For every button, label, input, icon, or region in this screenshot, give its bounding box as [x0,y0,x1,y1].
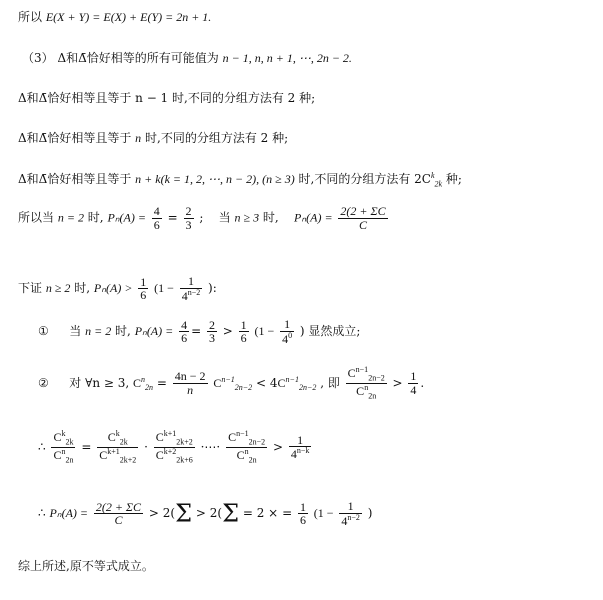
therefore: ∴ [38,439,46,454]
fraction-big: $\frac{2(2 + \Sigma C}{C}$ [340,204,386,232]
equals: = [156,375,167,390]
line-3 [18,92,315,104]
lt: < 4 [256,375,278,390]
fraction: $\frac{1}{4^{n-2}}$ [341,499,360,528]
line-5 [18,172,462,188]
fraction: $\frac{C^{n-1}_{2n-2}}{C^n_{2n}}$ [228,429,266,465]
line-10 [38,430,313,465]
text: 所以当 [18,210,55,225]
fraction: $\frac{1}{4}$ [410,369,417,397]
paren: (1 − [154,281,174,296]
equals: = [282,506,293,521]
circled-number: ① [38,324,49,339]
binom: C [213,375,222,390]
formula: Pₙ(A) > [93,281,133,296]
item-label: （3） [22,51,54,65]
line-12 [18,560,154,572]
formula: n + k(k = 1, 2, ⋯, n − 2), (n ≥ 3) [135,172,295,186]
fraction: $\frac{1}{6}$ [240,317,247,346]
text: Δ和Δ̄恰好相等且等于 [18,172,132,186]
sup: k [430,171,435,180]
fraction: $\frac{1}{6}$ [140,274,147,303]
formula: n ≥ 3 [234,210,260,225]
gt: > 2( [148,506,176,521]
text: 时, [262,210,279,225]
line-6 [18,205,390,231]
paren: (1 − [313,506,334,521]
formula: n [135,131,142,145]
fraction: $\frac{1}{6}$ [299,499,306,528]
circled-number: ② [38,375,49,390]
fraction: $\frac{4}{6}$ [153,204,160,232]
text: 当 [69,324,82,339]
therefore: ∴ [38,506,46,521]
line-8: ① 当 n = 2 时, Pₙ(A) = $\frac{4}{6}$ = $\frac{2}{3}$ > $\frac{1}{6}$ (1 − $\frac{1}{4^0}$ ) 显然成立; [38,317,361,346]
fraction: $\frac{2}{3}$ [185,204,192,232]
text: 时, [115,324,131,339]
text: 综上所述,原不等式成立。 [18,559,154,573]
line-4 [18,132,288,144]
text: 当 [218,210,231,225]
formula: n − 1, n, n + 1, ⋯, 2n − 2. [222,51,352,65]
binom: C [277,375,286,390]
fraction: $\frac{2}{3}$ [208,317,215,346]
formula: E(X + Y) = E(X) + E(Y) = 2n + 1. [45,10,212,24]
dots: ·⋯· [200,439,221,454]
text: 时, [87,210,104,225]
line-1 [18,11,211,23]
gt: > 2( [195,506,223,521]
line-2 [22,52,352,64]
gt: > [272,439,284,454]
sum-symbol: Σ [175,499,193,528]
formula: n = 2 [57,210,84,225]
formula: Pₙ(A) = [49,506,88,521]
fraction: $\frac{4}{6}$ [181,317,188,346]
text: 时,不同的分组方法有 2C [298,172,431,186]
fraction: $\frac{1}{4^0}$ [282,317,293,346]
gt: > [222,324,233,339]
formula: n ≥ 2 [45,281,71,296]
gt: > [392,375,403,390]
fraction: $\frac{1}{4^{n-k}}$ [290,432,310,462]
text: Δ和Δ̄恰好相等且等于 [18,131,132,145]
fraction: $\frac{4n - 2}{n}$ [174,369,206,397]
fraction: $\frac{C^{n-1}_{2n-2}}{C^n_{2n}}$ [347,365,385,401]
paren-close: ): [208,281,217,296]
text: , 即 [320,375,340,390]
formula: Pₙ(A) = [134,324,174,339]
text: ) 显然成立; [299,324,361,339]
equals: = [167,210,178,225]
paren: (1 − [254,324,275,339]
binom: C [133,375,142,390]
fraction: $\frac{C^{k+1}_{2k+2}}{C^{k+2}_{2k+6}}$ [155,429,193,465]
fraction-big: $\frac{2(2 + \Sigma C}{C}$ [95,499,142,528]
dot: · [144,439,148,454]
equals: = [81,439,92,454]
line-11 [38,500,372,527]
fraction: $\frac{1}{4^{n-2}}$ [181,274,201,303]
text: 对 ∀n ≥ 3, [69,375,130,390]
sum-symbol: Σ [222,499,240,528]
text: 时, [74,281,91,296]
fraction: $\frac{C^k_{2k}}{C^{k+1}_{2k+2}}$ [99,429,137,465]
text: 时,不同的分组方法有 2 种; [145,131,289,145]
sub: 2k [434,179,443,189]
paren-close: ) [367,506,373,521]
equals: = 2 × [242,506,279,521]
text: Δ和Δ̄恰好相等且等于 n − 1 时,不同的分组方法有 2 种; [18,91,316,105]
line-7 [18,275,217,302]
formula: n = 2 [85,324,112,339]
separator: ; [199,210,204,225]
line-9: ② 对 ∀n ≥ 3, $C^n_{2n}$ = $\frac{4n - 2}{n}$ $C^{n-1}_{2n-2} < 4C^{n-1}_{2n-2}$ , 即 $\frac{C^{n-1}_{2n-2}}{C^n_{2n}}$ > $\frac{1}{4}$ . [38,365,425,401]
text: Δ和Δ̄恰好相等的所有可能值为 [57,51,219,65]
formula: Pₙ(A) = [294,210,333,225]
fraction: $\frac{C^k_{2k}}{C^n_{2n}}$ [53,429,74,465]
text: 所以 [18,10,43,24]
text: 种; [445,172,462,186]
text: 下证 [18,281,43,296]
formula: Pₙ(A) = [107,210,146,225]
